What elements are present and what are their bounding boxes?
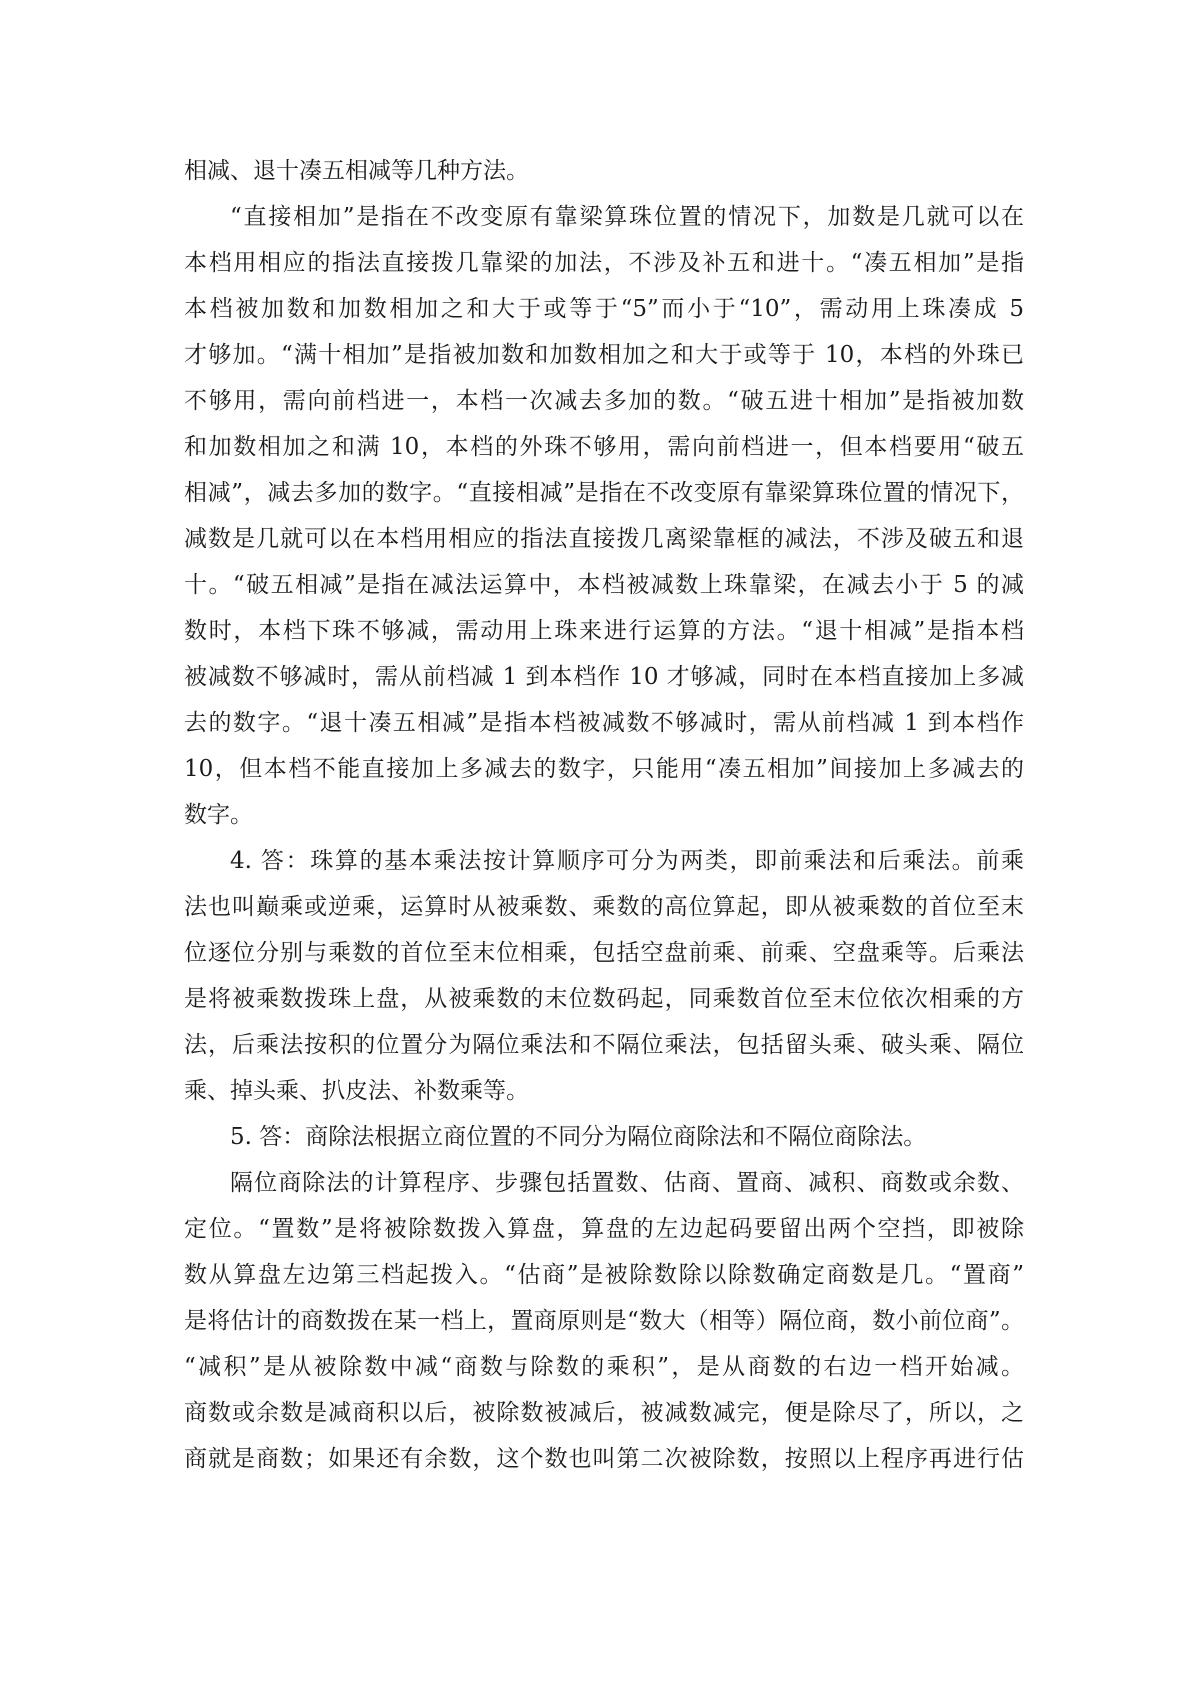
text-line: 数字。 bbox=[184, 802, 253, 828]
text-line: 隔位商除法的计算程序、步骤包括置数、估商、置商、减积、商数或余数、 bbox=[230, 1170, 1024, 1196]
text-line: “减积”是从被除数中减“商数与除数的乘积”，是从商数的右边一档开始减。 bbox=[184, 1354, 1024, 1380]
text-line: 法，后乘法按积的位置分为隔位乘法和不隔位乘法，包括留头乘、破头乘、隔位 bbox=[184, 1032, 1024, 1058]
text-line: 不够用，需向前档进一，本档一次减去多加的数。“破五进十相加”是指被加数 bbox=[184, 388, 1024, 414]
body-text bbox=[184, 148, 1024, 1482]
text-line: 去的数字。“退十凑五相减”是指本档被减数不够减时，需从前档减 1 到本档作 bbox=[184, 710, 1024, 736]
text-line: 是将估计的商数拨在某一档上，置商原则是“数大（相等）隔位商，数小前位商”。 bbox=[184, 1308, 1024, 1334]
text-line: 5. 答：商除法根据立商位置的不同分为隔位商除法和不隔位商除法。 bbox=[230, 1124, 927, 1150]
text-line: 商就是商数；如果还有余数，这个数也叫第二次被除数，按照以上程序再进行估 bbox=[184, 1446, 1024, 1472]
text-line: 相减、退十凑五相减等几种方法。 bbox=[184, 158, 529, 184]
text-line: 定位。“置数”是将被除数拨入算盘，算盘的左边起码要留出两个空挡，即被除 bbox=[184, 1216, 1024, 1242]
text-line: 法也叫巅乘或逆乘，运算时从被乘数、乘数的高位算起，即从被乘数的首位至末 bbox=[184, 894, 1024, 920]
text-line: 才够加。“满十相加”是指被加数和加数相加之和大于或等于 10，本档的外珠已 bbox=[184, 342, 1024, 368]
text-line: 和加数相加之和满 10，本档的外珠不够用，需向前档进一，但本档要用“破五 bbox=[184, 434, 1024, 460]
text-line: 数从算盘左边第三档起拨入。“估商”是被除数除以除数确定商数是几。“置商” bbox=[184, 1262, 1024, 1288]
text-line: 10，但本档不能直接加上多减去的数字，只能用“凑五相加”间接加上多减去的 bbox=[184, 756, 1024, 782]
text-line: 数时，本档下珠不够减，需动用上珠来进行运算的方法。“退十相减”是指本档 bbox=[184, 618, 1024, 644]
text-line: 商数或余数是减商积以后，被除数被减后，被减数减完，便是除尽了，所以，之 bbox=[184, 1400, 1024, 1426]
text-line: 是将被乘数拨珠上盘，从被乘数的末位数码起，同乘数首位至末位依次相乘的方 bbox=[184, 986, 1024, 1012]
text-line: 本档被加数和加数相加之和大于或等于“5”而小于“10”，需动用上珠凑成 5 bbox=[184, 296, 1024, 322]
text-line: “直接相加”是指在不改变原有靠梁算珠位置的情况下，加数是几就可以在 bbox=[230, 204, 1024, 230]
text-line: 相减”，减去多加的数字。“直接相减”是指在不改变原有靠梁算珠位置的情况下， bbox=[184, 480, 1024, 506]
text-line: 十。“破五相减”是指在减法运算中，本档被减数上珠靠梁，在减去小于 5 的减 bbox=[184, 572, 1024, 598]
text-line: 4. 答：珠算的基本乘法按计算顺序可分为两类，即前乘法和后乘法。前乘 bbox=[230, 848, 1024, 874]
text-line: 本档用相应的指法直接拨几靠梁的加法，不涉及补五和进十。“凑五相加”是指 bbox=[184, 250, 1024, 276]
text-line: 被减数不够减时，需从前档减 1 到本档作 10 才够减，同时在本档直接加上多减 bbox=[184, 664, 1024, 690]
text-line: 乘、掉头乘、扒皮法、补数乘等。 bbox=[184, 1078, 529, 1104]
text-line: 位逐位分别与乘数的首位至末位相乘，包括空盘前乘、前乘、空盘乘等。后乘法 bbox=[184, 940, 1024, 966]
text-line: 减数是几就可以在本档用相应的指法直接拨几离梁靠框的减法，不涉及破五和退 bbox=[184, 526, 1024, 552]
